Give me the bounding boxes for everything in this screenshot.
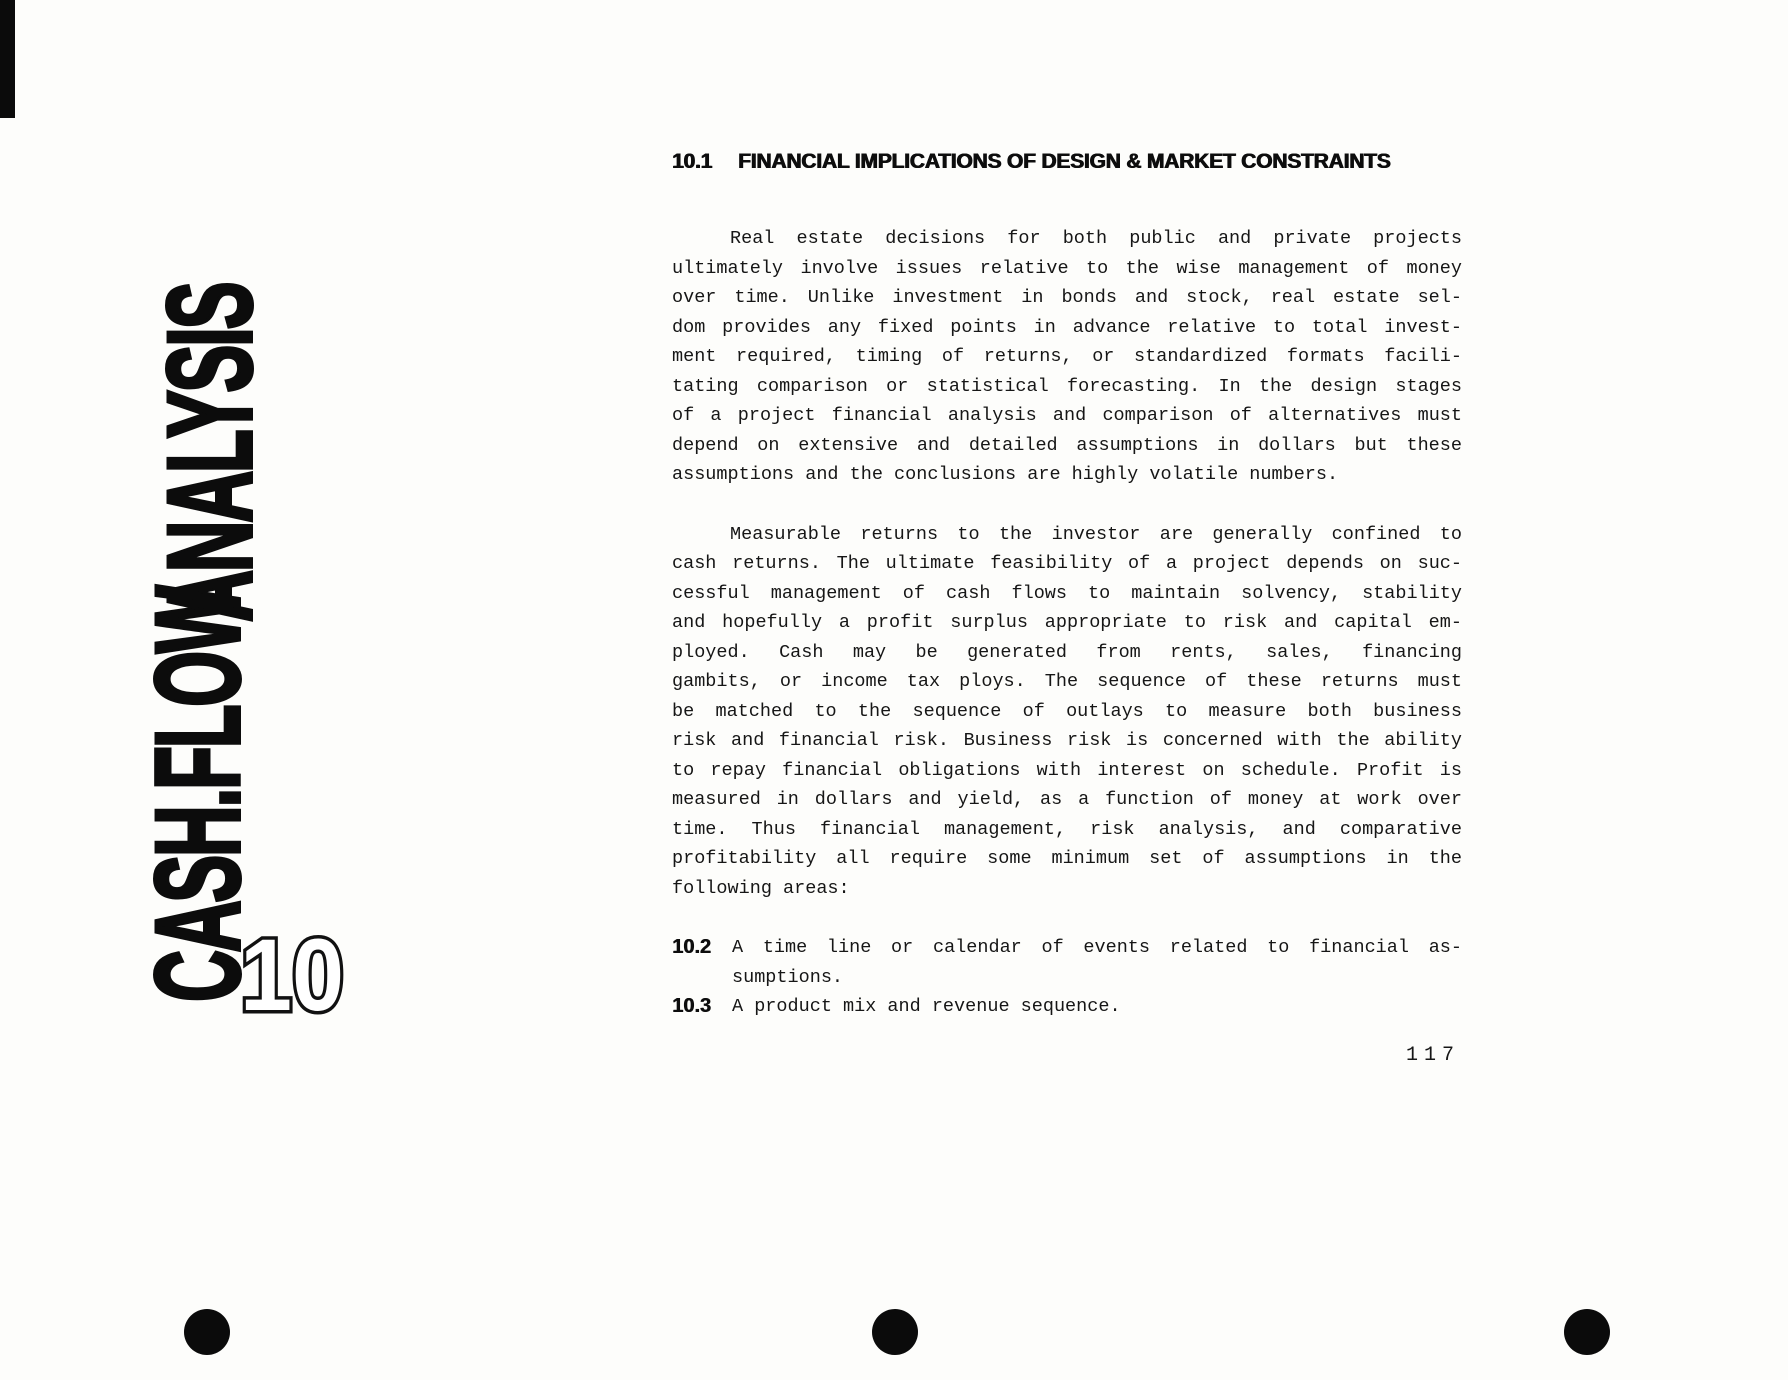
text-line: tating comparison or statistical forecasting. In the design stages bbox=[672, 375, 1462, 397]
list-item bbox=[672, 933, 1462, 992]
section-heading-text: FINANCIAL IMPLICATIONS OF DESIGN & MARKET CONSTRAINTS bbox=[738, 150, 1391, 173]
list-item bbox=[672, 992, 1462, 1022]
section-number: 10.1 bbox=[672, 150, 713, 173]
text-line: depend on extensive and detailed assumptions in dollars but these bbox=[672, 434, 1462, 456]
text-line: sumptions. bbox=[732, 966, 844, 988]
text-line: ployed. Cash may be generated from rents, sales, financing bbox=[672, 641, 1462, 663]
numbered-list bbox=[672, 933, 1462, 1022]
paragraph bbox=[672, 520, 1462, 904]
text-line: gambits, or income tax ploys. The sequence of these returns must bbox=[672, 671, 1462, 692]
text-line: over time. Unlike investment in bonds and stock, real estate sel- bbox=[672, 287, 1462, 308]
list-item-text bbox=[732, 933, 1462, 992]
chapter-title-line1: CASH.FLOW bbox=[131, 587, 265, 1002]
page-number: 117 bbox=[1405, 1043, 1460, 1067]
registration-dot-left bbox=[184, 1309, 230, 1355]
section-heading bbox=[672, 150, 1462, 174]
text-line: assumptions and the conclusions are highly volatile numbers. bbox=[672, 464, 1339, 485]
text-line: following areas: bbox=[672, 877, 850, 899]
text-line: Measurable returns to the investor are generally confined to bbox=[730, 523, 1462, 545]
page-body bbox=[672, 150, 1462, 1067]
text-line: dom provides any fixed points in advance relative to total invest- bbox=[672, 316, 1462, 338]
registration-dot-center bbox=[872, 1309, 918, 1355]
text-line: measured in dollars and yield, as a function of money at work over bbox=[672, 789, 1462, 810]
chapter-title-line2: ANALYSIS bbox=[143, 283, 277, 622]
paragraph bbox=[672, 224, 1462, 490]
text-line: and hopefully a profit surplus appropriate to risk and capital em- bbox=[672, 612, 1462, 633]
text-line: to repay financial obligations with interest on schedule. Profit is bbox=[672, 759, 1462, 781]
chapter-number-badge bbox=[236, 918, 356, 1030]
registration-dot-right bbox=[1564, 1309, 1610, 1355]
chapter-number: 10 bbox=[240, 918, 344, 1030]
text-line: be matched to the sequence of outlays to measure both business bbox=[672, 700, 1462, 722]
text-line: ment required, timing of returns, or standardized formats facili- bbox=[672, 346, 1462, 367]
text-line: Real estate decisions for both public and private projects bbox=[730, 228, 1462, 249]
text-line: of a project financial analysis and comparison of alternatives must bbox=[672, 405, 1462, 426]
list-item-text bbox=[732, 992, 1462, 1022]
text-line: ultimately involve issues relative to the wise management of money bbox=[672, 257, 1462, 279]
text-line: profitability all require some minimum set of assumptions in the bbox=[672, 848, 1462, 869]
text-line: risk and financial risk. Business risk is concerned with the ability bbox=[672, 730, 1462, 751]
list-item-number: 10.3 bbox=[672, 995, 711, 1017]
text-line: A product mix and revenue sequence. bbox=[732, 996, 1121, 1017]
text-line: time. Thus financial management, risk analysis, and comparative bbox=[672, 818, 1462, 840]
text-line: A time line or calendar of events related to financial as- bbox=[732, 937, 1462, 958]
scan-edge-artifact bbox=[0, 0, 15, 118]
body-text bbox=[672, 224, 1462, 903]
text-line: cessful management of cash flows to maintain solvency, stability bbox=[672, 582, 1462, 604]
text-line: cash returns. The ultimate feasibility of a project depends on suc- bbox=[672, 553, 1462, 574]
list-item-number: 10.2 bbox=[672, 936, 711, 958]
